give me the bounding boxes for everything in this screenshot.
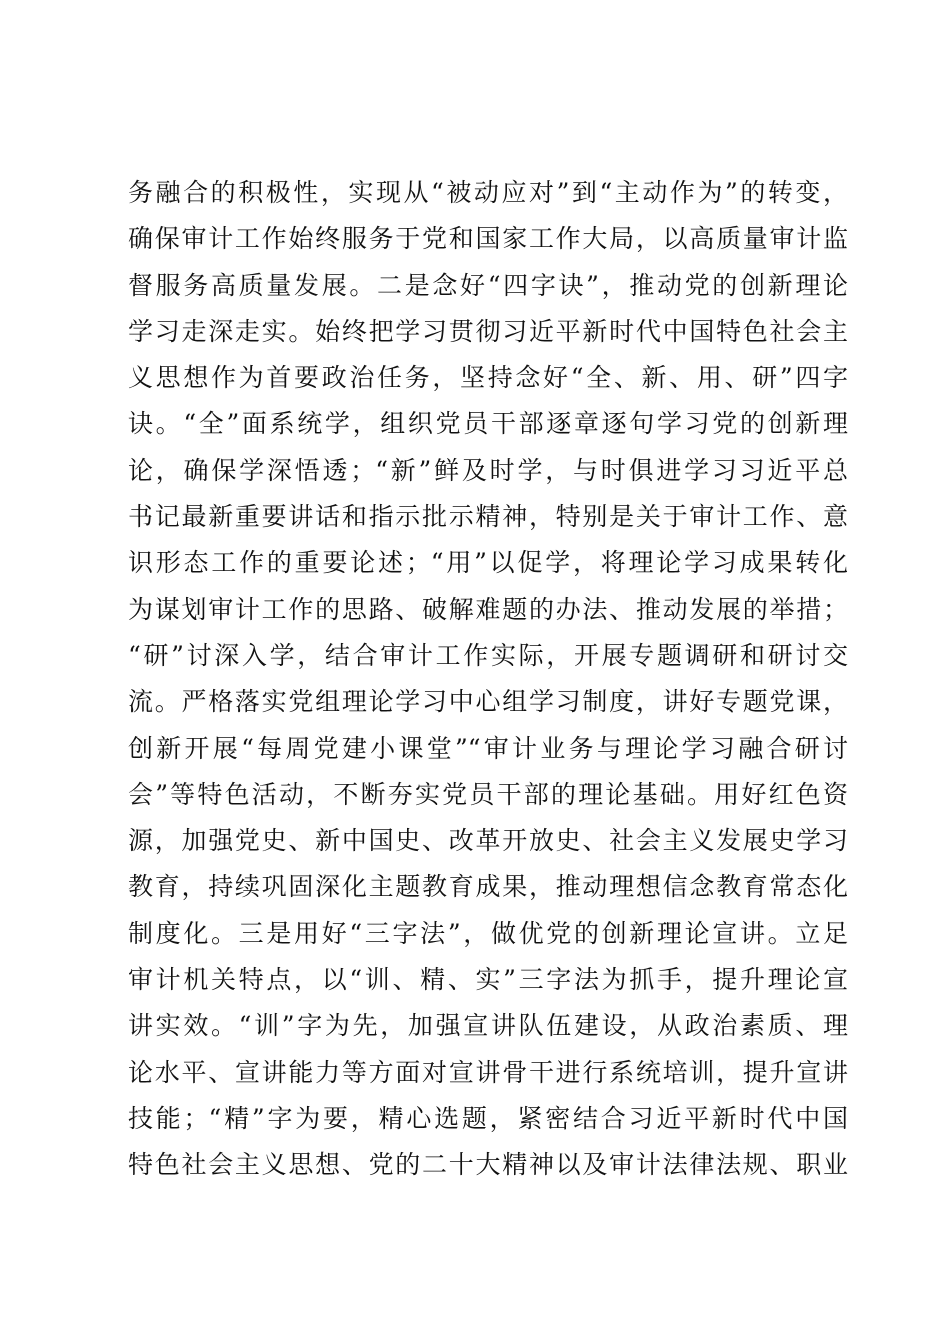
text-line: “研”讨深入学，结合审计工作实际，开展专题调研和研讨交 [128,640,848,670]
text-line: 确保审计工作始终服务于党和国家工作大局，以高质量审计监 [128,224,848,254]
text-line: 特色社会主义思想、党的二十大精神以及审计法律法规、职业 [128,1150,848,1180]
text-line: 学习走深走实。始终把学习贯彻习近平新时代中国特色社会主 [128,316,848,346]
text-line: 义思想作为首要政治任务，坚持念好“全、新、用、研”四字 [128,363,848,393]
text-line: 为谋划审计工作的思路、破解难题的办法、推动发展的举措； [128,594,848,624]
text-line: 书记最新重要讲话和指示批示精神，特别是关于审计工作、意 [128,502,848,532]
text-line: 论水平、宣讲能力等方面对宣讲骨干进行系统培训，提升宣讲 [128,1057,848,1087]
text-line: 讲实效。“训”字为先，加强宣讲队伍建设，从政治素质、理 [128,1011,848,1041]
text-line: 教育，持续巩固深化主题教育成果，推动理想信念教育常态化 [128,872,848,902]
body-text [128,170,848,1189]
text-line: 论，确保学深悟透；“新”鲜及时学，与时俱进学习习近平总 [128,455,848,485]
text-line: 源，加强党史、新中国史、改革开放史、社会主义发展史学习 [128,826,848,856]
text-line: 诀。“全”面系统学，组织党员干部逐章逐句学习党的创新理 [128,409,848,439]
text-line: 会”等特色活动，不断夯实党员干部的理论基础。用好红色资 [128,779,848,809]
text-line: 流。严格落实党组理论学习中心组学习制度，讲好专题党课， [128,687,848,717]
text-line: 识形态工作的重要论述；“用”以促学，将理论学习成果转化 [128,548,848,578]
text-line: 创新开展“每周党建小课堂”“审计业务与理论学习融合研讨 [128,733,848,763]
text-line: 审计机关特点，以“训、精、实”三字法为抓手，提升理论宣 [128,965,848,995]
text-line: 制度化。三是用好“三字法”，做优党的创新理论宣讲。立足 [128,918,848,948]
text-line: 务融合的积极性，实现从“被动应对”到“主动作为”的转变， [128,178,848,207]
text-line: 技能；“精”字为要，精心选题，紧密结合习近平新时代中国 [128,1103,848,1133]
text-line: 督服务高质量发展。二是念好“四字诀”，推动党的创新理论 [128,270,848,300]
